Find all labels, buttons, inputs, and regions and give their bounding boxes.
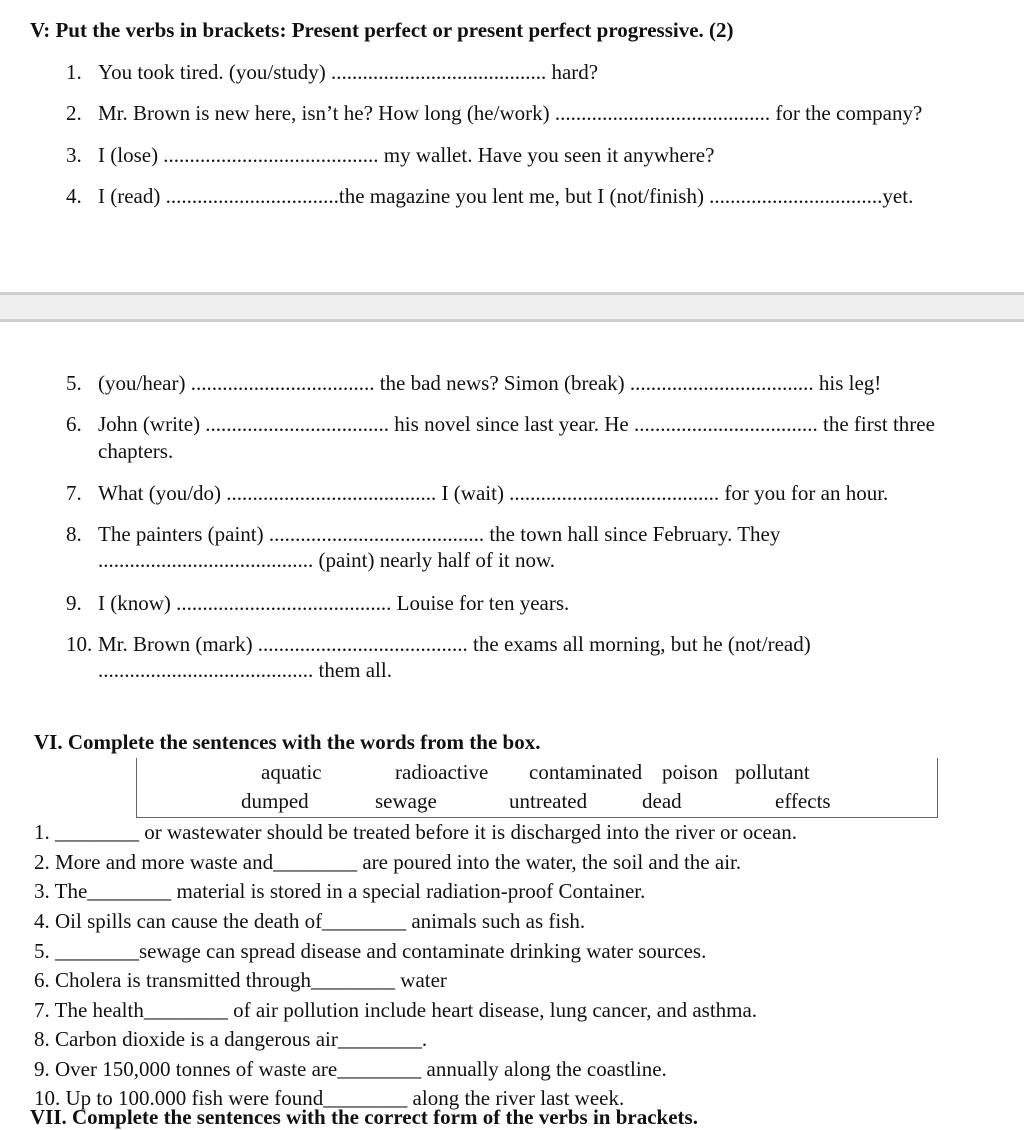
section-5-title: V: Put the verbs in brackets: Present perfect or present perfect progressive. (2) — [30, 18, 734, 42]
item-number: 3. — [66, 143, 82, 167]
word-box-row-1 — [137, 760, 937, 788]
word-box-word: aquatic — [261, 760, 322, 784]
fill-sentence-8: 8. Carbon dioxide is a dangerous air________. — [34, 1027, 428, 1051]
item-text: I (lose) ......................................... my wallet. Have you seen it anywhere? — [98, 143, 715, 167]
item-number: 4. — [66, 184, 82, 208]
word-box-word: dead — [642, 789, 682, 813]
item-number: 10. — [66, 632, 93, 656]
item-text: John (write) ................................... his novel since last year. He ................................... the first three — [98, 412, 935, 436]
item-text: The painters (paint) ......................................... the town hall since February. They — [98, 522, 781, 546]
word-box-row-2 — [137, 789, 937, 817]
next-section-heading-cutoff — [30, 1105, 750, 1129]
item-text: You took tired. (you/study) ......................................... hard? — [98, 60, 599, 84]
exercise-item-8-continuation: ......................................... (paint) nearly half of it now. — [98, 548, 556, 572]
fill-sentence-5: 5. ________sewage can spread disease and contaminate drinking water sources. — [34, 939, 707, 963]
fill-sentence-9: 9. Over 150,000 tonnes of waste are________ annually along the coastline. — [34, 1057, 667, 1081]
word-box-word: contaminated — [529, 760, 643, 784]
fill-sentence-2: 2. More and more waste and________ are poured into the water, the soil and the air. — [34, 850, 742, 874]
item-number: 6. — [66, 412, 82, 436]
fill-sentence-10: 10. Up to 100.000 fish were found________ along the river last week. — [34, 1086, 625, 1110]
exercise-item-10-continuation: ......................................... them all. — [98, 658, 392, 682]
word-box-word: poison — [662, 760, 719, 784]
fill-sentence-4: 4. Oil spills can cause the death of________ animals such as fish. — [34, 909, 586, 933]
section-7-title: VII. Complete the sentences with the correct form of the verbs in brackets. — [30, 1105, 698, 1129]
word-box-word: untreated — [509, 789, 588, 813]
word-box-word: pollutant — [735, 760, 810, 784]
exercise-item-6 — [66, 412, 935, 437]
item-text: I (know) ......................................... Louise for ten years. — [98, 591, 570, 615]
item-text: What (you/do) ........................................ I (wait) ........................................ for you for an hour. — [98, 481, 889, 505]
item-number: 8. — [66, 522, 82, 546]
exercise-item-10 — [66, 632, 811, 657]
item-text: (you/hear) ................................... the bad news? Simon (break) ................................... his leg! — [98, 371, 882, 395]
word-box-word: radioactive — [395, 760, 489, 784]
fill-sentence-6: 6. Cholera is transmitted through________ water — [34, 968, 447, 992]
exercise-item-1 — [66, 60, 598, 85]
word-box — [136, 758, 938, 818]
item-number: 2. — [66, 101, 82, 125]
exercise-item-9 — [66, 591, 569, 616]
item-text: I (read) .................................the magazine you lent me, but I (not/finish) .................................yet. — [98, 184, 914, 208]
item-number: 7. — [66, 481, 82, 505]
item-number: 1. — [66, 60, 82, 84]
item-number: 9. — [66, 591, 82, 615]
exercise-item-5 — [66, 371, 881, 396]
exercise-item-2 — [66, 101, 922, 126]
exercise-item-8 — [66, 522, 780, 547]
fill-sentence-7: 7. The health________ of air pollution include heart disease, lung cancer, and asthma. — [34, 998, 758, 1022]
exercise-item-6-continuation: chapters. — [98, 439, 174, 463]
item-text: Mr. Brown (mark) ........................................ the exams all morning, but he (not/read) — [98, 632, 811, 656]
exercise-item-7 — [66, 481, 888, 506]
fill-sentence-1: 1. ________ or wastewater should be treated before it is discharged into the river or ocean. — [34, 820, 797, 844]
exercise-item-3 — [66, 143, 714, 168]
item-number: 5. — [66, 371, 82, 395]
word-box-word: dumped — [241, 789, 309, 813]
page-break-divider — [0, 292, 1024, 322]
word-box-word: effects — [775, 789, 831, 813]
exercise-item-4 — [66, 184, 913, 209]
item-text: Mr. Brown is new here, isn’t he? How long (he/work) ......................................... for the company? — [98, 101, 923, 125]
word-box-word: sewage — [375, 789, 437, 813]
fill-sentence-3: 3. The________ material is stored in a special radiation-proof Container. — [34, 879, 646, 903]
section-6-title: VI. Complete the sentences with the words from the box. — [34, 730, 541, 754]
